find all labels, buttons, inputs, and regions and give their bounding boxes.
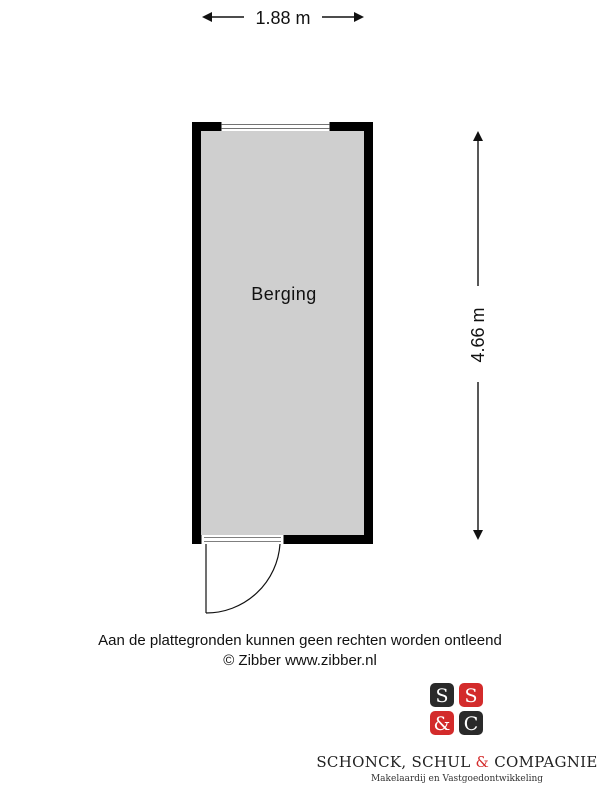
room-floor [201,131,364,535]
company-name: SCHONCK, SCHUL & COMPAGNIE [316,753,598,771]
logo-letter-2: S [464,685,478,707]
door [201,535,284,613]
length-dimension [468,133,488,538]
width-dimension [204,8,362,28]
logo-letter-1: S [435,685,449,707]
disclaimer-text: Aan de plattegronden kunnen geen rechten worden ontleend [98,632,502,649]
door-swing-arc [206,544,280,613]
company-logo [316,683,597,784]
copyright-text: © Zibber www.zibber.nl [223,652,377,669]
width-label: 1.88 m [255,8,311,28]
room-berging [192,122,373,544]
room-label: Berging [251,284,317,304]
window [221,122,330,131]
logo-letter-4: C [463,713,479,735]
logo-letter-3: & [433,713,451,735]
company-tagline: Makelaardij en Vastgoedontwikkeling [370,774,544,784]
length-label: 4.66 m [468,307,488,363]
